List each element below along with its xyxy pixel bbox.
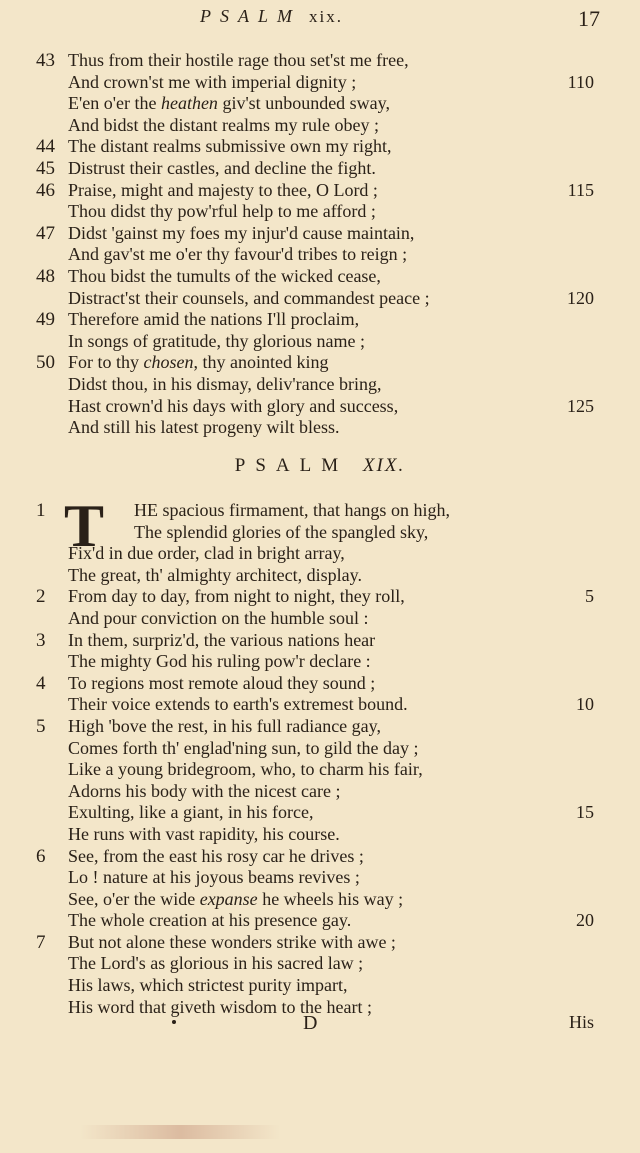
- verse-line: [0, 889, 640, 911]
- verse-text: Fix'd in due order, clad in bright array,: [68, 543, 345, 564]
- verse-line: [0, 846, 640, 868]
- verse-line: [0, 802, 640, 824]
- verse-number: 4: [36, 672, 46, 694]
- verse-line: [0, 180, 640, 202]
- line-count-mark: 115: [567, 179, 594, 200]
- verse-text: To regions most remote aloud they sound ;: [68, 672, 376, 693]
- verse-line: [0, 500, 640, 522]
- verse-number: 6: [36, 845, 46, 867]
- line-count-mark: 125: [567, 395, 594, 416]
- verse-number: 45: [36, 157, 55, 179]
- verse-text: His word that giveth wisdom to the heart ;: [68, 996, 372, 1017]
- verse-number: 48: [36, 265, 55, 287]
- verse-line: [0, 997, 640, 1019]
- verse-text: Adorns his body with the nicest care ;: [68, 780, 341, 801]
- section-heading: [0, 455, 640, 477]
- verse-line: [0, 352, 640, 374]
- verse-text: But not alone these wonders strike with awe ;: [68, 931, 396, 952]
- verse-text: Their voice extends to earth's extremest bound.: [68, 694, 408, 715]
- verse-number: 2: [36, 586, 46, 608]
- verse-text: And pour conviction on the humble soul :: [68, 607, 369, 628]
- verse-line: [0, 396, 640, 418]
- line-count-mark: 5: [585, 586, 594, 607]
- verse-number: 49: [36, 309, 55, 331]
- verse-line: [0, 630, 640, 652]
- verse-text: And gav'st me o'er thy favour'd tribes to reign ;: [68, 244, 408, 265]
- signature-mark: D: [303, 1012, 318, 1034]
- catchword: His: [568, 1012, 594, 1032]
- verse-line: [0, 953, 640, 975]
- verse-text: The splendid glories of the spangled sky,: [134, 521, 429, 542]
- verse-line: [0, 543, 640, 565]
- verse-line: [0, 522, 640, 544]
- line-count-mark: 120: [567, 287, 594, 308]
- page-number: 17: [578, 6, 600, 31]
- verse-text: Lo ! nature at his joyous beams revives ;: [68, 867, 360, 888]
- verse-line: [0, 331, 640, 353]
- verse-text: For to thy chosen, thy anointed king: [68, 352, 329, 373]
- verse-text: HE spacious firmament, that hangs on high,: [134, 500, 450, 520]
- verse-line: [0, 72, 640, 94]
- verse-text: The mighty God his ruling pow'r declare :: [68, 651, 371, 672]
- running-head-title: PSALM: [200, 6, 301, 26]
- paper-stain: [80, 1125, 280, 1139]
- verse-line: [0, 288, 640, 310]
- verse-text: See, o'er the wide expanse he wheels his way ;: [68, 888, 404, 909]
- verse-line: [0, 867, 640, 889]
- verse-text: The Lord's as glorious in his sacred law ;: [68, 953, 364, 974]
- verse-text: And bidst the distant realms my rule obey ;: [68, 114, 379, 135]
- line-count-mark: 15: [576, 802, 594, 823]
- line-count-mark: 110: [567, 71, 594, 92]
- verse-line: [0, 608, 640, 630]
- verse-text: From day to day, from night to night, they roll,: [68, 586, 405, 607]
- verse-text: See, from the east his rosy car he drives ;: [68, 845, 364, 866]
- verse-number: 47: [36, 222, 55, 244]
- verse-line: [0, 158, 640, 180]
- verse-text: And crown'st me with imperial dignity ;: [68, 71, 357, 92]
- verse-line: [0, 673, 640, 695]
- verse-line: [0, 565, 640, 587]
- verse-number: 50: [36, 352, 55, 374]
- line-count-mark: 10: [576, 694, 594, 715]
- verse-text: The whole creation at his presence gay.: [68, 910, 352, 931]
- section-heading-numeral: XIX.: [362, 455, 406, 476]
- verse-text: Praise, might and majesty to thee, O Lord ;: [68, 179, 378, 200]
- verse-number: 5: [36, 715, 46, 737]
- verse-line: [0, 201, 640, 223]
- verse-line: [0, 716, 640, 738]
- verse-text: Didst 'gainst my foes my injur'd cause maintain,: [68, 222, 415, 243]
- verse-line: [0, 244, 640, 266]
- verse-text: Thou didst thy pow'rful help to me afford ;: [68, 201, 376, 222]
- verse-text: And still his latest progeny wilt bless.: [68, 417, 340, 438]
- verse-text: The distant realms submissive own my right,: [68, 136, 392, 157]
- verse-line: [0, 651, 640, 673]
- verse-line: [0, 586, 640, 608]
- verse-line: [0, 374, 640, 396]
- verse-text: In songs of gratitude, thy glorious name ;: [68, 330, 365, 351]
- verse-line: [0, 266, 640, 288]
- ornament-dot: [172, 1020, 176, 1024]
- verse-line: [0, 694, 640, 716]
- verse-line: [0, 115, 640, 137]
- verse-text: Thus from their hostile rage thou set'st me free,: [68, 50, 409, 70]
- verse-number: 3: [36, 629, 46, 651]
- verse-number: 44: [36, 136, 55, 158]
- verse-line: [0, 50, 640, 72]
- verse-number: 7: [36, 931, 46, 953]
- verse-line: [0, 93, 640, 115]
- verse-line: [0, 910, 640, 932]
- verse-text: In them, surpriz'd, the various nations hear: [68, 629, 376, 650]
- verse-text: Hast crown'd his days with glory and success,: [68, 395, 399, 416]
- verse-text: Therefore amid the nations I'll proclaim,: [68, 309, 360, 330]
- verse-text: His laws, which strictest purity impart,: [68, 975, 348, 996]
- verse-line: [0, 309, 640, 331]
- verse-text: Distrust their castles, and decline the fight.: [68, 157, 376, 178]
- verse-line: [0, 975, 640, 997]
- verse-number: 46: [36, 179, 55, 201]
- verse-text: Exulting, like a giant, in his force,: [68, 802, 314, 823]
- drop-cap: T: [64, 493, 105, 559]
- verse-text: E'en o'er the heathen giv'st unbounded sway,: [68, 93, 391, 114]
- verse-line: [0, 738, 640, 760]
- verse-text: High 'bove the rest, in his full radiance gay,: [68, 715, 381, 736]
- verse-text: Thou bidst the tumults of the wicked cease,: [68, 265, 381, 286]
- verse-line: [0, 136, 640, 158]
- verse-text: Distract'st their counsels, and commandest peace ;: [68, 287, 430, 308]
- verse-line: [0, 759, 640, 781]
- verse-line: [0, 824, 640, 846]
- psalm-xviii-ending: [0, 50, 640, 439]
- line-count-mark: 20: [576, 910, 594, 931]
- verse-text: Comes forth th' englad'ning sun, to gild the day ;: [68, 737, 419, 758]
- verse-line: [0, 932, 640, 954]
- verse-line: [0, 223, 640, 245]
- verse-number: 1: [36, 500, 46, 521]
- verse-text: The great, th' almighty architect, display.: [68, 564, 362, 585]
- verse-line: [0, 781, 640, 803]
- running-head: [200, 6, 343, 27]
- psalm-xix-text: [0, 500, 640, 1018]
- verse-line: [0, 417, 640, 439]
- verse-text: He runs with vast rapidity, his course.: [68, 823, 340, 844]
- verse-number: 43: [36, 50, 55, 71]
- running-head-numeral: xix.: [309, 7, 343, 26]
- verse-text: Didst thou, in his dismay, deliv'rance bring,: [68, 373, 382, 394]
- section-heading-word: PSALM: [234, 455, 349, 476]
- verse-text: Like a young bridegroom, who, to charm his fair,: [68, 759, 423, 780]
